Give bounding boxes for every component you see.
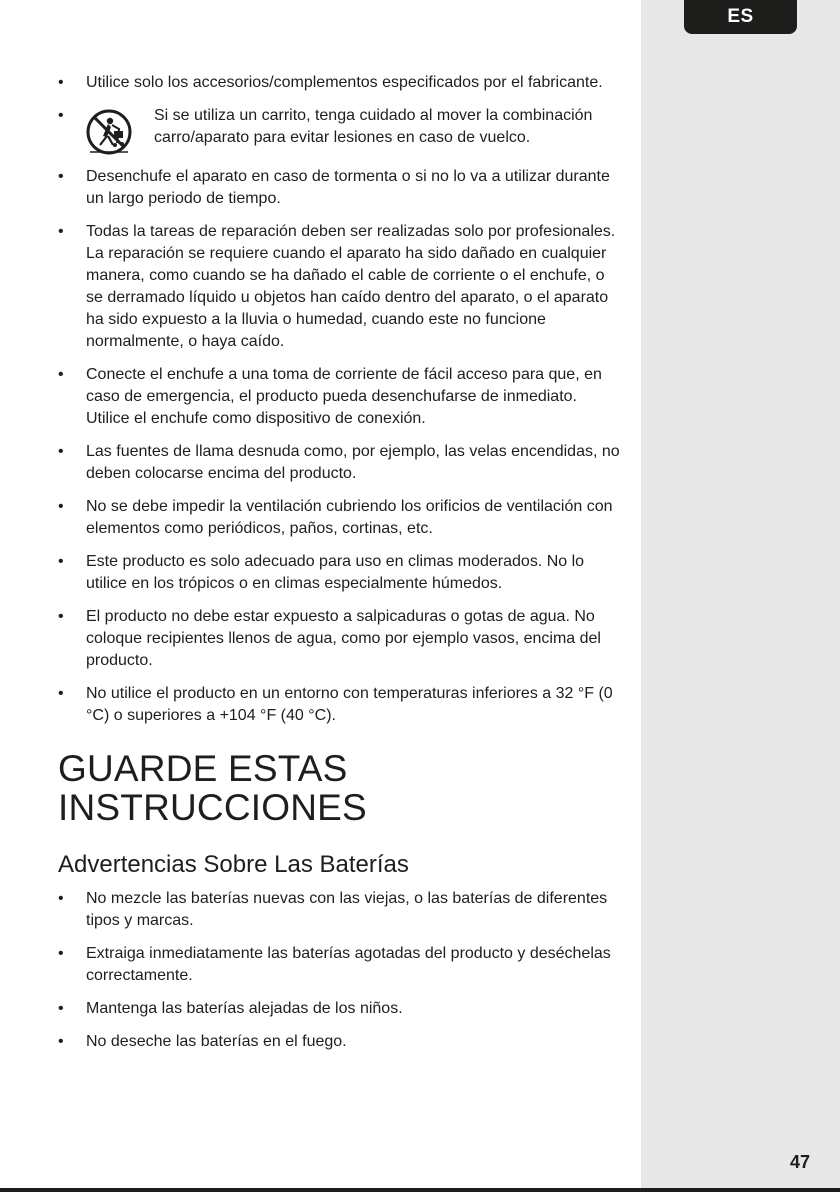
bullet-icon: •	[58, 890, 64, 907]
list-item	[58, 364, 623, 430]
list-item-text: Este producto es solo adecuado para uso en climas moderados. No lo utilice en los trópicos o en climas especialmente húmedos.	[86, 553, 585, 592]
list-item	[58, 943, 623, 987]
bullet-icon: •	[58, 553, 64, 570]
list-item	[58, 888, 623, 932]
cart-tip-warning-icon	[86, 109, 132, 155]
bullet-icon: •	[58, 74, 64, 91]
battery-list	[58, 888, 623, 1053]
side-margin-panel	[641, 0, 840, 1188]
bullet-icon: •	[58, 945, 64, 962]
list-item-text: Las fuentes de llama desnuda como, por ejemplo, las velas encendidas, no deben colocarse encima del producto.	[86, 443, 620, 482]
list-item-text: Todas la tareas de reparación deben ser realizadas solo por profesionales. La reparación se requiere cuando el aparato ha sido dañado en cualquier manera, como cuando se ha dañado el cable de corriente o el enchufe, o se derramado líquido u objetos han caído dentro del aparato, o el aparato ha sido expuesto a la lluvia o humedad, cuando este no funcione normalmente, o haya caído.	[86, 223, 616, 350]
list-item	[58, 606, 623, 672]
page-number: 47	[790, 1152, 811, 1172]
list-item	[58, 998, 623, 1020]
bullet-icon: •	[58, 107, 64, 124]
bullet-icon: •	[58, 168, 64, 185]
bottom-divider	[0, 1188, 840, 1192]
battery-section-heading: Advertencias Sobre Las Baterías	[58, 851, 409, 878]
bullet-icon: •	[58, 685, 64, 702]
bullet-icon: •	[58, 1000, 64, 1017]
page-content	[58, 72, 623, 1064]
list-item-text: No se debe impedir la ventilación cubriendo los orificios de ventilación con elementos como periódicos, paños, cortinas, etc.	[86, 498, 613, 537]
list-item	[58, 72, 623, 94]
page-title-line-1: GUARDE ESTAS	[58, 748, 348, 789]
list-item	[58, 496, 623, 540]
list-item-text: El producto no debe estar expuesto a salpicaduras o gotas de agua. No coloque recipientes llenos de agua, como por ejemplo vasos, encima del producto.	[86, 608, 601, 669]
list-item-text: Si se utiliza un carrito, tenga cuidado al mover la combinación carro/aparato para evitar lesiones en caso de vuelco.	[154, 107, 593, 146]
page-title-line-2: INSTRUCCIONES	[58, 787, 367, 828]
bullet-icon: •	[58, 366, 64, 383]
cart-warning-row	[86, 105, 623, 155]
language-tab: ES	[684, 0, 797, 34]
list-item	[58, 221, 623, 353]
list-item-text: Extraiga inmediatamente las baterías agotadas del producto y deséchelas correctamente.	[86, 945, 611, 984]
bullet-icon: •	[58, 498, 64, 515]
list-item	[58, 105, 623, 155]
list-item	[58, 683, 623, 727]
list-item-text: Mantenga las baterías alejadas de los niños.	[86, 1000, 403, 1017]
bullet-icon: •	[58, 608, 64, 625]
bullet-icon: •	[58, 223, 64, 240]
bullet-icon: •	[58, 1033, 64, 1050]
safety-list	[58, 72, 623, 727]
list-item	[58, 166, 623, 210]
list-item	[58, 551, 623, 595]
page-title	[58, 749, 623, 827]
list-item-text: No mezcle las baterías nuevas con las viejas, o las baterías de diferentes tipos y marcas.	[86, 890, 608, 929]
list-item	[58, 1031, 623, 1053]
list-item-text: Conecte el enchufe a una toma de corriente de fácil acceso para que, en caso de emergencia, el producto pueda desenchufarse de inmediato. Utilice el enchufe como dispositivo de conexión.	[86, 366, 602, 427]
list-item-text: No utilice el producto en un entorno con temperaturas inferiores a 32 °F (0 °C) o superiores a +104 °F (40 °C).	[86, 685, 613, 724]
list-item-text: Utilice solo los accesorios/complementos especificados por el fabricante.	[86, 74, 603, 91]
list-item-text: Desenchufe el aparato en caso de tormenta o si no lo va a utilizar durante un largo periodo de tiempo.	[86, 168, 610, 207]
list-item	[58, 441, 623, 485]
bullet-icon: •	[58, 443, 64, 460]
list-item-text: No deseche las baterías en el fuego.	[86, 1033, 347, 1050]
